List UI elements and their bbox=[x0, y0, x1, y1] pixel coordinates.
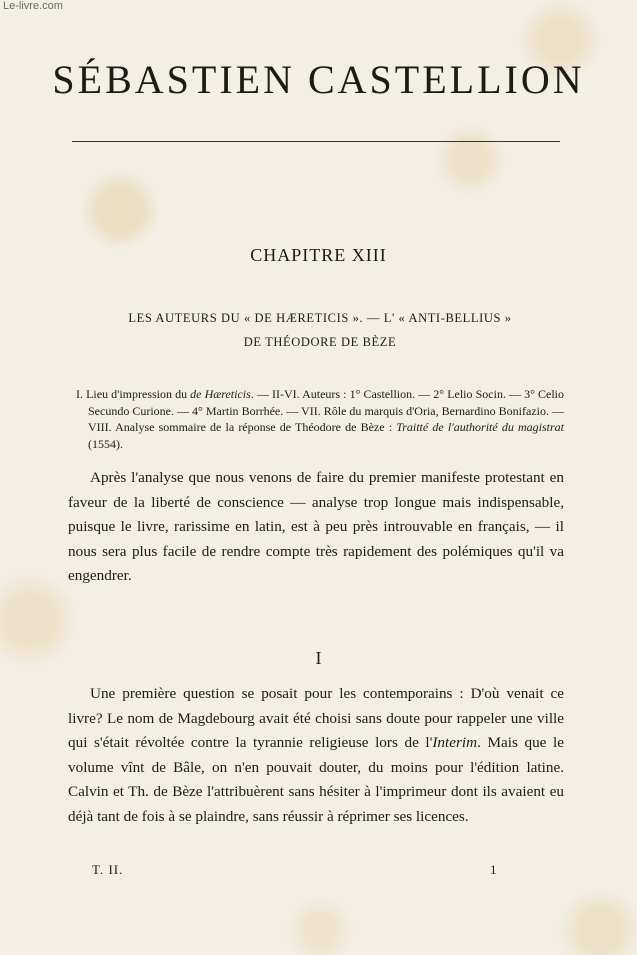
chapter-subtitle bbox=[60, 306, 580, 354]
chapter-summary bbox=[76, 386, 565, 452]
subtitle-line-2: DE THÉODORE DE BÈZE bbox=[243, 335, 397, 349]
title-rule bbox=[72, 141, 560, 142]
subtitle-line-1: LES AUTEURS DU « DE HÆRETICIS ». — L' « ANTI-BELLIUS » bbox=[128, 311, 512, 325]
footer-volume: T. II. bbox=[92, 862, 124, 877]
summary-italic-2: Traitté de l'authorité du magistrat bbox=[396, 420, 564, 434]
para2-text-1: Une première question se posait pour les contemporains : D'où venait ce livre? Le nom de Magdebourg avait été choisi sans doute pour rappeler une ville qui s'était révoltée contre la tyrannie religieuse lors de l' bbox=[68, 685, 564, 752]
site-watermark: Le-livre.com bbox=[3, 0, 63, 12]
book-title: SÉBASTIEN CASTELLION bbox=[52, 57, 585, 102]
para2-italic: Interim bbox=[432, 734, 478, 752]
summary-text-3: (1554). bbox=[88, 436, 123, 451]
summary-text-1: I. Lieu d'impression du bbox=[76, 387, 191, 401]
intro-paragraph: Après l'analyse que nous venons de faire du premier manifeste protestant en faveur de la liberté de conscience — analyse trop longue mais indispensable, puisque le livre, rarissime en latin, est à peu près introuvable en français, — il nous sera plus facile de rendre compte très rapidement des polémiques qu'il va engendrer. bbox=[68, 469, 564, 585]
section-number: I bbox=[315, 648, 322, 668]
chapter-heading: CHAPITRE XIII bbox=[250, 245, 387, 265]
footer-signature: 1 bbox=[490, 862, 497, 877]
section-paragraph bbox=[68, 682, 564, 830]
para2-text-2: . Mais que le volume vînt de Bâle, on n'en pouvait douter, du moins pour l'édition latine. Calvin et Th. de Bèze l'attribuèrent sans hésiter à l'imprimeur dont ils avaient eu déjà tant de fois à se plaindre, sans réussir à réprimer ses licences. bbox=[68, 734, 564, 825]
summary-italic-1: de Hæreticis bbox=[190, 387, 251, 401]
summary-text-2: . — II-VI. Auteurs : 1° Castellion. — 2° Lelio Socin. — 3° Celio Secundo Curione. — 4° Martin Borrhée. — VII. Rôle du marquis d'Oria, Bernardino Bonifazio. — VIII. Analyse sommaire de la réponse de Théodore de Bèze : bbox=[88, 387, 565, 434]
